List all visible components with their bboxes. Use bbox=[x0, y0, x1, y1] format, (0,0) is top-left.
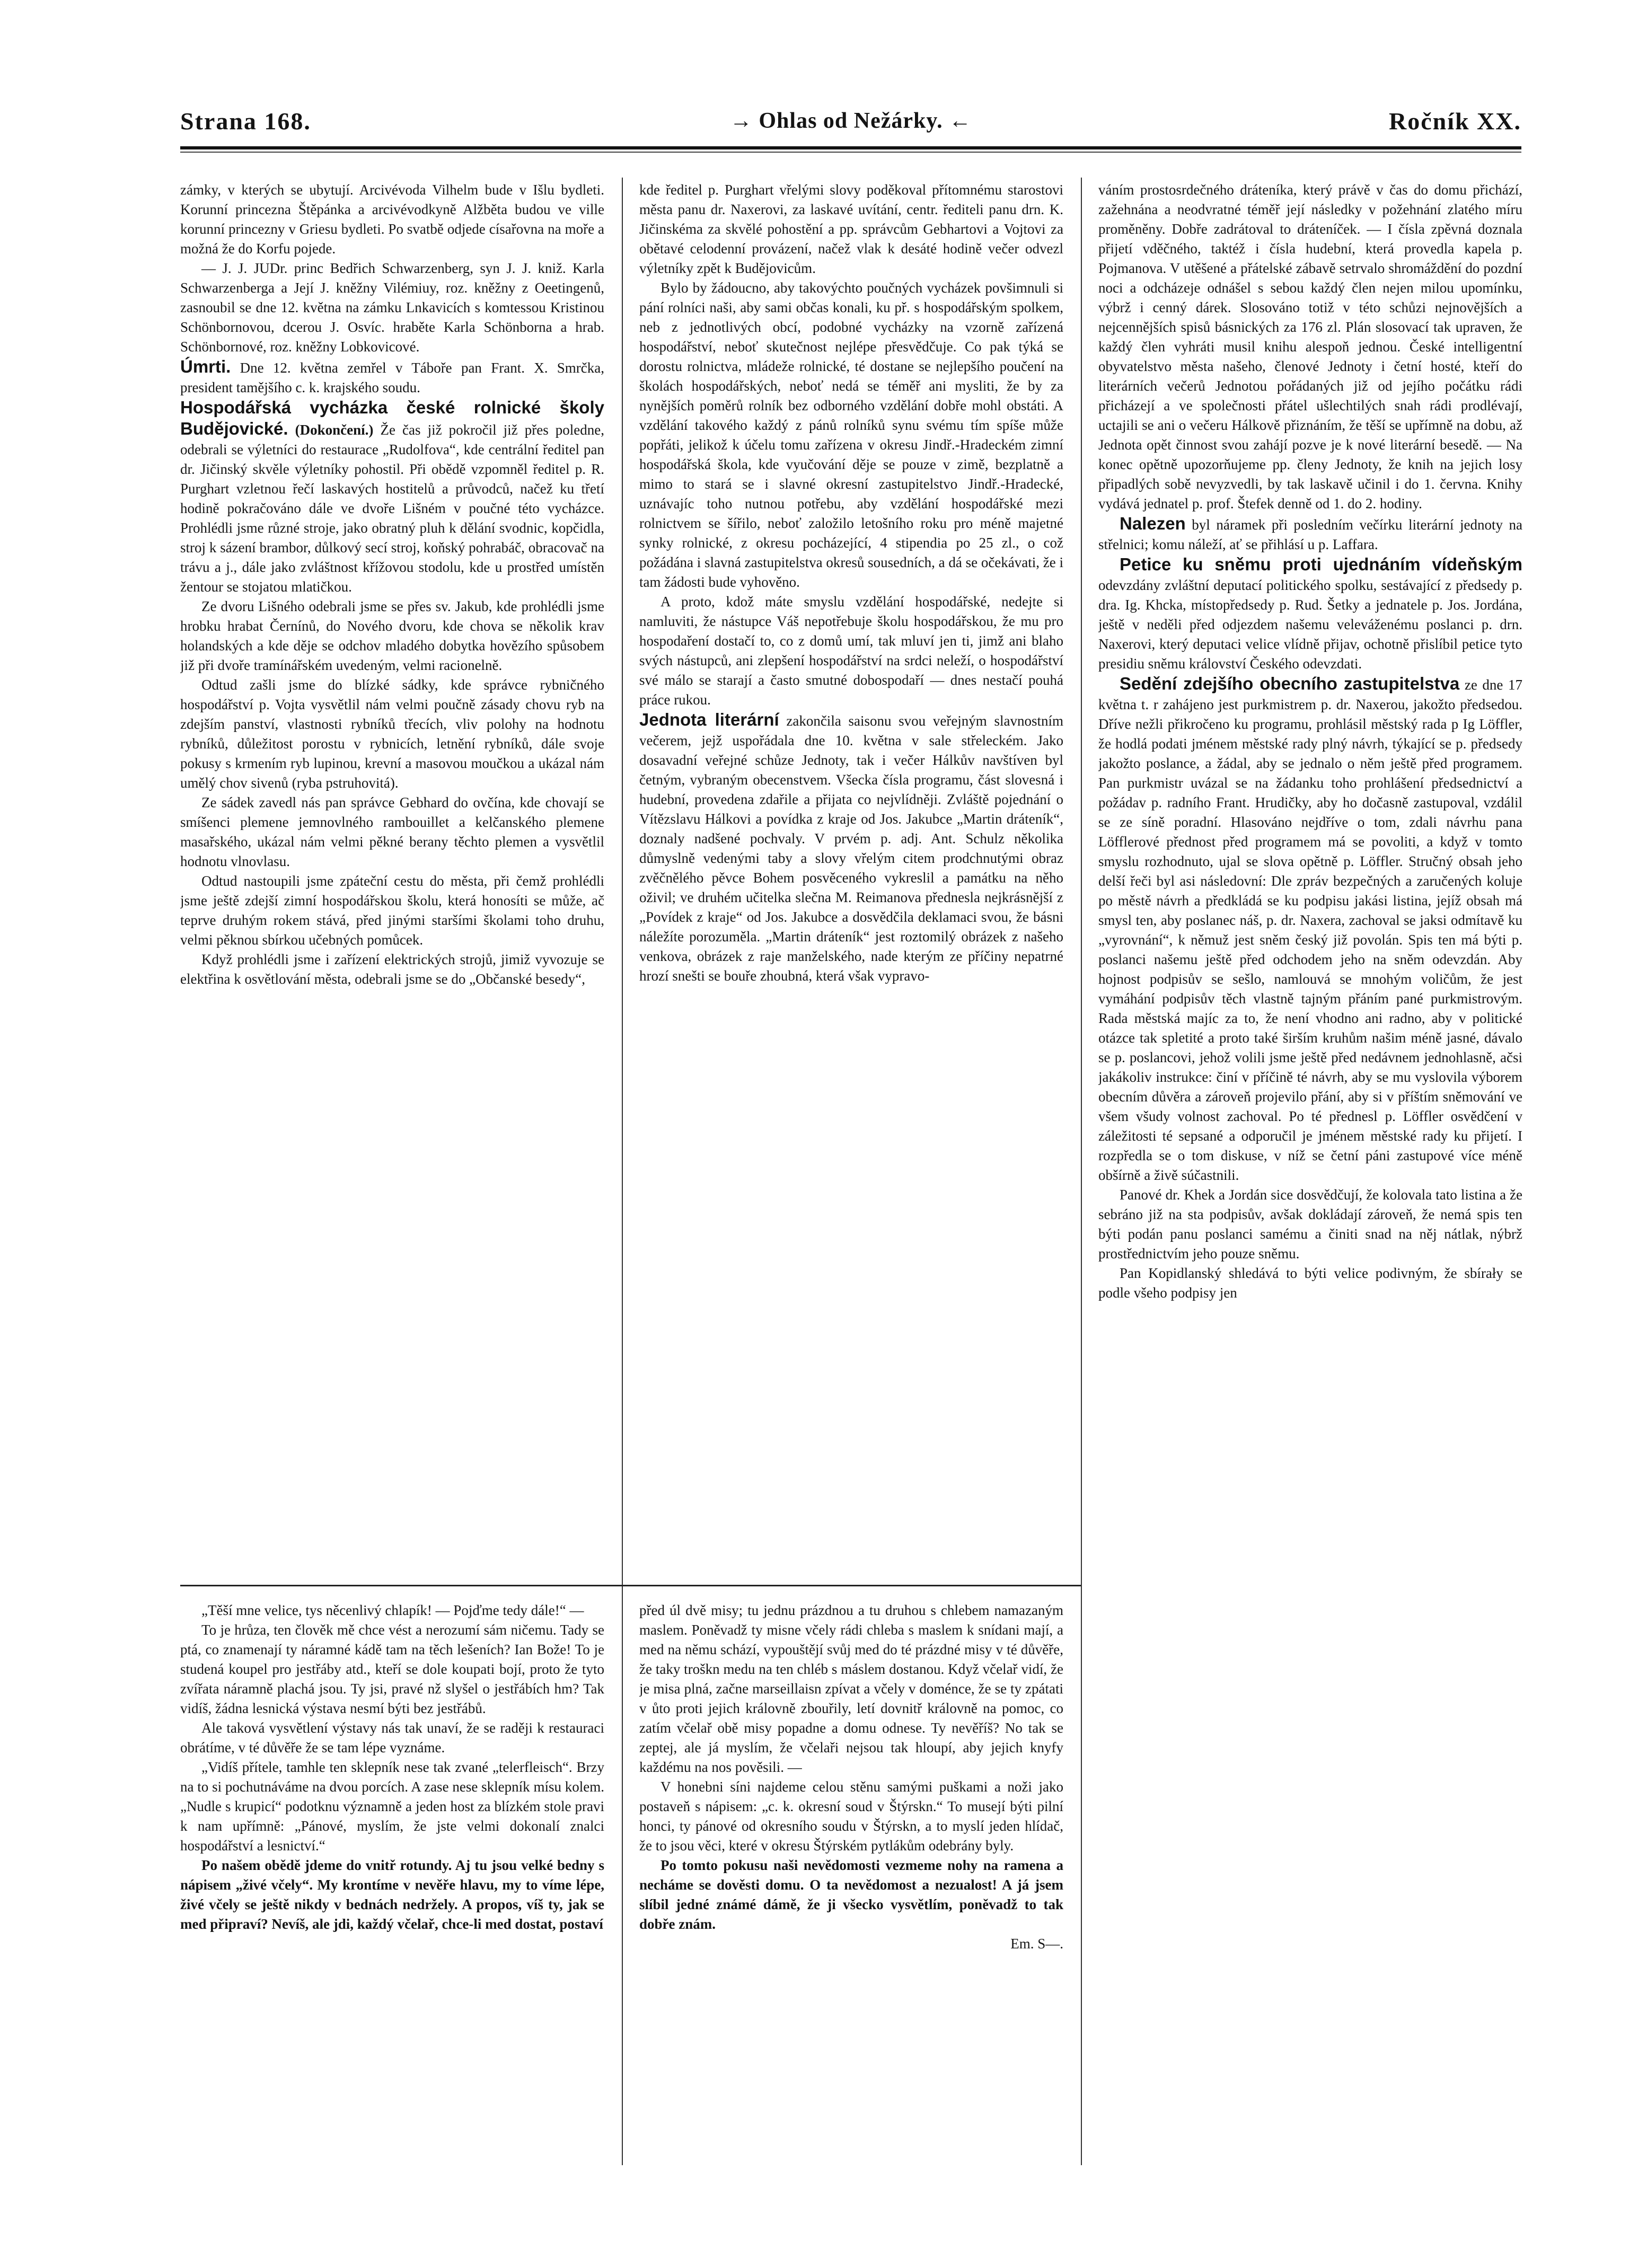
section-heading: Úmrti. bbox=[180, 357, 231, 376]
news-item-nalezen bbox=[1098, 514, 1522, 554]
masthead-title: → Ohlas od Nežárky. ← bbox=[729, 109, 972, 133]
article-paragraph: Když prohlédli jsme i zařízení elektrických strojů, jimiž vyvozuje se elektřina k osvětlování města, odebrali jsme se do „Občanské besedy“, bbox=[180, 951, 604, 987]
news-text: byl náramek při posledním večírku literární jednoty na střelnici; komu náleží, ať se přihlásí u p. Laffara. bbox=[1098, 517, 1522, 552]
article-paragraph: Odtud nastoupili jsme zpáteční cestu do města, při čemž prohlédli jsme ještě zdejší zimní hospodářskou školu, která honosíti se může, ač teprve druhým rokem stává, před jinými staršími školami toho druhu, velmi pěknou sbírkou učebných pomůcek. bbox=[180, 873, 604, 948]
news-text: ze dne 17 května t. r zahájeno jest purkmistrem p. dr. Naxerou, jakožto předsedou. Dříve nežli přikročeno ku programu, prohlásil městský rada p Ig Löffler, že hodlá podati jménem městské rady plný návrh, týkající se p. předsedy jakožto poslance, a žádal, aby se jednalo o něm ještě před programem. Pan purkmistr uvázal se na žádanku toho prohlášení předsednictví a požádav p. radního Frant. Hrudičky, aby ho dočasně zastupoval, vzdálil se ze síně poradní. Hlasováno nejdříve o tom, zdali návrhu pana Löfflerové přednost před programem má se povoliti, a když v tomto smyslu rozhodnuto, ujal se slova opětně p. Löffler. Stručný obsah jeho delší řeči byl asi následovní: Dle zpráv bezpečných a zaručených koluje po městě návrh a předkládá se ku podpisu jakási listina, jejíž obsah má smysl ten, aby poslanec náš, p. dr. Naxera, zachoval se jaksi odmítavě ku „vyrovnání“, k němuž jest sněm český již povolán. Spis ten má býti p. poslanci našemu ještě před odchodem jeho na sněm odevzdán. Aby hojnost podpisův se sešlo, namlouvá se mnohým voličům, že jest vymáhání podpisův těch vlastně tajným přáním pané purkmistrovým. Rada městská majíc za to, že není vhodno ani radno, aby v politické otázce tak spletité a proto také širším kruhům našim méně jasné, dávalo se p. poslancovi, jehož volili jsme ještě před nedávnem jednohlasně, ačsi jakákoliv instrukce: činí v příčině té návrh, aby se mu vyslovila výborem obecním důvěra a zároveň projevilo přání, aby si v příštím sněmování ve všem všudy volnost zachoval. Po té přednesl p. Löffler osvědčení v záležitosti té sepsané a odporučil je jménem městské rady ku přijetí. I rozpředla se o tom diskuse, v níž se četní páni zastupové více méně obšírně a živě súčastnili. bbox=[1098, 677, 1522, 1183]
section-heading: Sedění zdejšího obecního zastupitelstva bbox=[1120, 674, 1460, 693]
article-hospodarska bbox=[180, 398, 604, 597]
article-paragraph: Pan Kopidlanský shledává to býti velice podivným, že sbírały se podle všeho podpisy jen bbox=[1098, 1265, 1522, 1301]
section-heading: Nalezen bbox=[1120, 514, 1186, 533]
article-paragraph: Ze sádek zavedl nás pan správce Gebhard do ovčína, kde chovají se smíšenci plemene jemnovlného rambouillet a kelčanského plemene masařského, ukázal nám velmi pěkné berany těchto plemen a vysvětlil hodnotu vlnovlasu. bbox=[180, 795, 604, 869]
article-paragraph: Odtud zašli jsme do blízké sádky, kde správce rybničného hospodářství p. Vojta vysvětlil nám velmi poučně zásady chovu ryb na zdejším panství, vlastnosti rybníků třecích, vliv polohy na hodnotu rybníků, důležitost porostu v rybnicích, letnění rybníků, dále svoje pokusy s krmením ryb lupinou, krevní a masovou moučkou a ukázal nám umělý chov sivenů (ryba pstruhovitá). bbox=[180, 677, 604, 791]
feuilleton-paragraph: před úl dvě misy; tu jednu prázdnou a tu druhou s chlebem namazaným maslem. Poněvadž ty misne včely rádi chleba s maslem k snídani mají, a med na němu schází, vypouštějí svůj med do té prázdné misy v té důvěře, že taky troškn medu na ten chléb s máslem dostanou. Když včelař vidí, že je misa plná, začne marseillaisn zpívat a včely v doméncе, že se ty zpátati v ůto proti jejich královně zbouřily, letí dovnitř královně na pomoc, co zatím včelař obě misy popadne a domu odnese. Ty nevěříš? No tak se zeptej, ale já myslím, že včelaři nejsou tak hloupí, aby jejich knyfy každému na nos pověsili. — bbox=[639, 1602, 1063, 1775]
article-paragraph: Panové dr. Khek a Jordán sice dosvědčují, že kolovala tato listina a že sebráno již na sta podpisův, avšak dokládají zároveň, že nemá spis ten býti podán panu poslanci samému a činiti snad na něj nátlak, nýbrž prostřednictvím jeho pouze sněmu. bbox=[1098, 1187, 1522, 1261]
section-heading: Hospodářská vycházka české rolnické školy Budějovické. bbox=[180, 398, 604, 438]
news-item-umrti bbox=[180, 357, 604, 398]
news-text: odevzdány zvláštní deputací politického spolku, sestávající z předsedy p. dra. Ig. Khcka, místopředsedy p. Rud. Šetky a jednatele p. Jos. Jordána, ještě v neděli před odjezdem našemu veleváženému poslanci p. drn. Naxerovi, který deputaci velice vlídně přijav, ochotně přislíbil petice tyto presidiu sněmu království Českého odevzdati. bbox=[1098, 577, 1522, 672]
news-text: Dne 12. května zemřel v Táboře pan Frant. X. Smrčka, president tamějšího c. k. krajského soudu. bbox=[180, 360, 604, 395]
header-rule-thin bbox=[180, 152, 1521, 153]
feuilleton-column-2 bbox=[639, 1601, 1063, 2168]
column-divider bbox=[622, 178, 623, 2165]
article-paragraph: zámky, v kterých se ubytují. Arcivévoda Vilhelm bude v Išlu bydleti. Korunní princezna Štěpánka a arcivévodkyně Alžběta budou ve ville korunní princezny v Griesu bydleti. Po svatbě odjede císařovna na moře a možná že do Korfu pojede. bbox=[180, 182, 604, 257]
news-text: zakončila saisonu svou veřejným slavnostním večerem, jejž uspořádala dne 10. května v sale střeleckém. Jako dosavadní veřejné schůze Jednoty, tak i večer Hálkův navštíven byl četným, vybraným obecenstvem. Všecka čísla programu, část slovesná i hudební, provedena zdařile a přijata co nejvlídněji. Zvláště pojednání o Vítězslavu Hálkovi a povídka z kraje od Jos. Jakubce „Martin dráteník“, doznaly nadšené pochvaly. V prvém p. adj. Ant. Schulz několika důmyslně vedenými taby a slovy vřelým citem prodchnutými obraz zvěčnělého pěvce Bohem posvěceného vykreslil a památku na něho oživil; ve druhém učitelka slečna M. Reimanova přednesla nejkrásnější z „Povídek z kraje“ od Jos. Jakubce a dosvědčila deklamaci svou, že básni náležíte porozuměla. „Martin dráteník“ jest roztomilý obrázek z našeho venkova, obrázek z raje manželského, nade kterým ze příčiny nepatrné hrozí snešti se bouře zhoubná, která však vypravo- bbox=[639, 713, 1063, 984]
article-paragraph: — J. J. JUDr. princ Bedřich Schwarzenberg, syn J. J. kniž. Karla Schwarzenberga a Její J. kněžny Vilémiuy, roz. kněžny z Oeetingenů, zasnoubil se dne 12. května na zámku Lnkavicích s komtessou Kristinou Schönbornovou, dcerou J. Osvíc. hraběte Karla Schönborna a hrab. Schönbornové, roz. kněžny Lobkovicové. bbox=[180, 260, 604, 355]
page-header bbox=[180, 101, 1521, 143]
feuilleton-column-1 bbox=[180, 1601, 604, 2168]
feuilleton-paragraph: V honebni síni najdeme celou stěnu samými puškami a noži jako postaveň s nápisem: „c. k. okresní soud v Štýrskn.“ To musejí býti pilní honci, ty pánové od okresního soudu v Štýrskn, a to myslí jeden hlídač, že to jsou věci, které v okresu Štýrském pytlákům odebrány byly. bbox=[639, 1779, 1063, 1854]
section-subheading: (Dokončení.) bbox=[295, 422, 374, 438]
column-divider bbox=[1081, 178, 1082, 2165]
article-paragraph: váním prostosrdečného dráteníka, který právě v čas do domu přichází, zažehnána a neodvratné téměř její následky v požehnání zlatého míru proměněny. Dobře zadrátoval to dráteníček. — I čísla zpěvná doznala přijetí vděčného, taktéž i čísla hudební, která provedla kapela p. Pojmanova. V utěšené a přátelské zábavě setrvalo shromáždění do pozdní noci a odcházeje odnášel s sebou každý člen nejen milou upomínku, výbrž i cenný dárek. Slosováno totiž v této schůzi nejnovějších a nejcennějších spisů básnických za 176 zl. Plán slosovací tak upraven, že každý člen vyhráti musil knihu alespoň jednou. České intelligentní obyvatelstvo města našeho, členové Jednoty i četní hosté, kteří do literárních večerů Jednotou pořádaných již od jejího počátku rádi přicházejí a ve společnosti přátel ušlechtilých snah rádi prodlévají, uctajili se ani o večeru Hálkově přiznáním, že těší se upřímně na dobu, až Jednota opět činnost svou zahájí pozve je k nové literární besedě. — Na konec opětně upozorňujeme pp. členy Jednoty, že knih na jejich losy připadlých sobě nevyzvedli, by tak laskavě učinil i do 1. června. Knihy vydává jednatel p. prof. Štefek denně od 1. do 2. hodiny. bbox=[1098, 182, 1522, 511]
feuilleton-paragraph: Po tomto pokusu naši nevědomosti vezmeme nohy na ramena a necháme se dověsti domu. O ta nevědomost a nezualost! A já jsem slíbil jedné známé dámě, že ji všecko vysvětlím, poněvadž to tak dobře znám. bbox=[639, 1857, 1063, 1932]
column-3 bbox=[1098, 180, 1522, 2168]
volume-label: Ročník XX. bbox=[1388, 108, 1521, 135]
author-signature: Em. S—. bbox=[1010, 1936, 1063, 1952]
article-paragraph: Bylo by žádoucno, aby takovýchto poučných vycházek povšimnuli si pání rolníci naši, aby sami občas konali, ku př. s hospodářským spolkem, neb z jednotlivých obcí, podobné vycházky na vzorně zařízená hospodářství, neboť skutečnost nejlépe přesvědčuje. Co pak týká se dorostu rolnictva, mládeže rolnické, té dostane se nejlepšího poučení na školách hospodářských, neboť nedá se téměř ani mysliti, že by za nynějších poměrů rolník bez odborného vzdělání dobře mohl obstáti. A vzdělání takového každý z pánů rolníků synu svému tím spíše může popřáti, jelikož k účelu tomu zařízena v okresu Jindř.-Hradeckém zimní hospodářská škola, kde vyučování děje se pouze v zimě, bezplatně a mimo to stará se i slavné okresní zastupitelstvo Jindř.-Hradecké, uznávajíc toho nutnou potřebu, aby vzdělání hospodářské mezi rolnictvem se šířilo, neboť založilo letošního roku pro méně majetné synky rolnické, z okresu pocházející, 4 stipendia po 25 zl., o což požádána i slavná zastupitelstva okresů sousedních, a dá se očekávati, že i tam žádosti bude vyhověno. bbox=[639, 280, 1063, 590]
feuilleton-divider bbox=[180, 1585, 1081, 1586]
newspaper-page bbox=[180, 101, 1521, 2168]
feuilleton-paragraph: To je hrůza, ten člověk mě chce vést a nerozumí sám ničemu. Tady se ptá, co znamenají ty náramné kádě tam na těch lešeních? Ian Bože! To je studená koupel pro jestřáby atd., kteří se dole koupati bojí, proto že tyto zvířata náramně plachá jsou. Ty jsi, pravé nž slyšel o jestřábích hm? Tak vidíš, žádna lesnická výstava nesmí býti bez jestřábů. bbox=[180, 1622, 604, 1716]
column-1 bbox=[180, 180, 604, 1574]
column-2 bbox=[639, 180, 1063, 1574]
feuilleton-paragraph: Ale taková vysvětlení výstavy nás tak unaví, že se raději k restauraci obrátíme, v té důvěře že se tam lépe vyznáme. bbox=[180, 1720, 604, 1755]
section-heading: Jednota literární bbox=[639, 710, 779, 729]
article-paragraph: kde ředitel p. Purghart vřelými slovy poděkoval přítomnému starostovi města panu dr. Naxerovi, za laskavé uvítání, centr. řediteli panu drn. K. Jičinskéma za skvělé pohostění a pp. správcům Gebhartovi a Vojtovi za obětavé celodenní provázení, načež vlak k desáté hodině večer odvezl výletníky zpět k Budějovicům. bbox=[639, 182, 1063, 276]
feuilleton-paragraph: „Vidíš přítele, tamhle ten sklepník nese tak zvané „telerfleisch“. Brzy na to si pochutnáváme na dvou porcích. A zase nese sklepník mísu kolem. „Nudle s krupicí“ podotknu významně a jeden host za blízkém stole pravi k nam upřímně: „Pánové, myslím, že jste velmi dokonalí znalci hospodářství a lesnictví.“ bbox=[180, 1759, 604, 1854]
feuilleton-paragraph: Po našem obědě jdeme do vnitř rotundy. Aj tu jsou velké bedny s nápisem „živé včely“. My krontíme v nevěře hlavu, my to víme lépe, živé včely se ještě nikdy v bednách nedržely. A propos, víš ty, jak se med připraví? Nevíš, ale jdi, každý včelař, chce-li med dostat, postaví bbox=[180, 1857, 604, 1932]
article-paragraph: Ze dvoru Lišného odebrali jsme se přes sv. Jakub, kde prohlédli jsme hrobku hrabat Černínů, do Nového dvoru, kde chova se několik krav holandských a kde děje se odchov mladého dobytka hovězího spůsobem již při dvoře tramínářském uvedeným, velmi racionelně. bbox=[180, 598, 604, 673]
feuilleton-paragraph: „Těší mne velice, tys něcenlivý chlapík! — Pojďme tedy dále!“ — bbox=[201, 1602, 584, 1618]
news-item-petice bbox=[1098, 554, 1522, 674]
news-text: Že čas již pokročil již přes poledne, odebrali se výletníci do restaurace „Rudolfova“, kde centrální ředitel pan dr. Jičinský skvěle výletníky pohostil. Při obědě vzpomněl ředitel p. R. Purghart vzletnou řečí laskavých hostitelů a průvodců, načež ku třetí hodině pokračováno dále ve dvoře Lišném v poučné této vycházce. Prohlédli jsme různé stroje, jako obratný pluh k dělání svodnic, kopčidla, stroj k sázení brambor, důlkový secí stroj, koňský pohrabáč, obracovač na trávu a j., dále jako zvláštnost křížovou stodolu, kde u prostřed umístěn žentour se stojatou mlatičkou. bbox=[180, 422, 604, 595]
header-rule bbox=[180, 146, 1521, 149]
page-number: Strana 168. bbox=[180, 108, 311, 135]
article-paragraph: A proto, kdož máte smyslu vzdělání hospodářské, nedejte si namluviti, že nástupce Váš nepotřebuje školu hospodářskou, že mu pro hospodaření dostačí to, co z domů umí, tak mluví jen ti, jimž ani blaho svých nástupců, ani zlepšení hospodářství na srdci neleží, o hospodářství své málo se starají a často smutné dobospodaří — dnes nestačí pouhá práce rukou. bbox=[639, 594, 1063, 708]
news-item-sedeni bbox=[1098, 674, 1522, 1185]
news-item-jednota bbox=[639, 710, 1063, 986]
section-heading: Petice ku sněmu proti ujednáním vídeňským bbox=[1120, 554, 1522, 574]
